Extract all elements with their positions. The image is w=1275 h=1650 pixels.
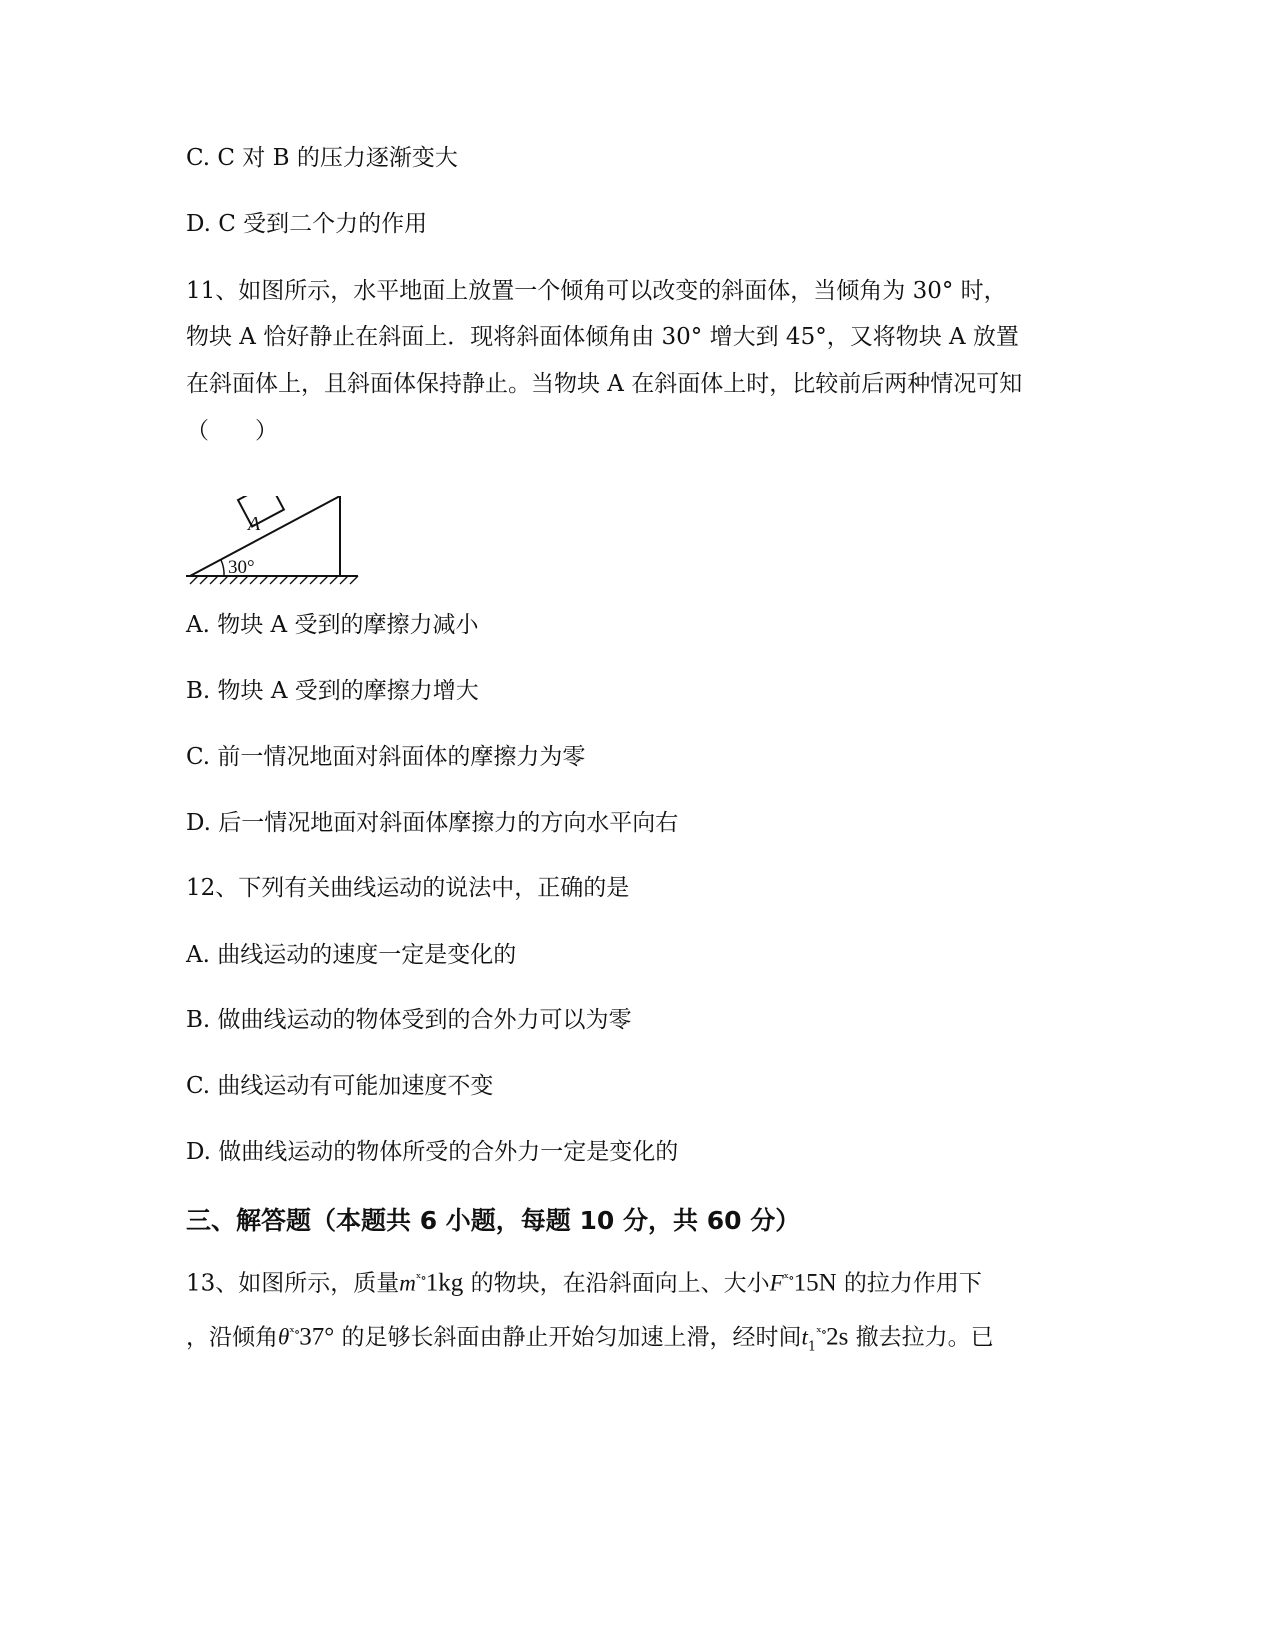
q13-stem-line2 <box>186 1318 994 1362</box>
force-symbol: F <box>769 1270 784 1296</box>
q11-option-b: B. 物块 A 受到的摩擦力增大 <box>186 678 479 704</box>
section-heading: 三、解答题（本题共 6 小题，每题 10 分，共 60 分） <box>186 1206 801 1235</box>
ground-hatching <box>190 576 358 584</box>
q12-option-c: C. 曲线运动有可能加速度不变 <box>186 1073 494 1099</box>
q13-text: 的足够长斜面由静止开始匀加速上滑，经时间 <box>334 1324 802 1351</box>
q10-option-d: D. C 受到二个力的作用 <box>186 211 428 237</box>
equals-mark: ˣ∘ <box>415 1271 426 1286</box>
equals-mark: ˣ∘ <box>289 1325 300 1340</box>
mass-value: 1kg <box>425 1269 464 1297</box>
mass-symbol: m <box>399 1270 416 1296</box>
q13-stem-line1 <box>186 1264 982 1299</box>
equals-mark: ˣ∘ <box>816 1325 827 1340</box>
angle-arc <box>221 560 224 576</box>
angle-label: 30° <box>228 557 255 578</box>
incline-figure <box>186 496 386 606</box>
block-a <box>238 496 284 526</box>
time-value: 2s <box>826 1323 849 1351</box>
q12-option-d: D. 做曲线运动的物体所受的合外力一定是变化的 <box>186 1139 679 1165</box>
block-a-label: A <box>248 513 261 535</box>
q13-text: 撤去拉力。已 <box>848 1324 994 1351</box>
q13-text: 13、如图所示，质量 <box>186 1270 400 1297</box>
q13-text: 的拉力作用下 <box>836 1270 982 1297</box>
q13-text: ，沿倾角 <box>186 1324 278 1351</box>
angle-value: 37° <box>299 1323 335 1351</box>
equals-mark: ˣ∘ <box>783 1271 794 1286</box>
q11-answer-blank: （ ） <box>186 418 278 444</box>
time-subscript: 1 <box>807 1339 817 1355</box>
incline-diagram <box>186 496 386 606</box>
q11-option-d: D. 后一情况地面对斜面体摩擦力的方向水平向右 <box>186 810 679 836</box>
q11-option-c: C. 前一情况地面对斜面体的摩擦力为零 <box>186 744 586 770</box>
q12-stem: 12、下列有关曲线运动的说法中，正确的是 <box>186 875 630 901</box>
q11-stem-line2: 物块 A 恰好静止在斜面上．现将斜面体倾角由 30° 增大到 45°，又将物块 A 放置 <box>186 324 1019 350</box>
force-value: 15N <box>793 1269 837 1297</box>
q11-option-a: A. 物块 A 受到的摩擦力减小 <box>186 612 479 638</box>
q12-option-b: B. 做曲线运动的物体受到的合外力可以为零 <box>186 1007 632 1033</box>
q13-text: 的物块，在沿斜面向上、大小 <box>463 1270 770 1297</box>
q11-stem-line1: 11、如图所示，水平地面上放置一个倾角可以改变的斜面体，当倾角为 30° 时， <box>186 278 1007 304</box>
q11-stem-line3: 在斜面体上，且斜面体保持静止。当物块 A 在斜面体上时，比较前后两种情况可知 <box>186 371 1023 397</box>
time-symbol: t <box>801 1324 808 1350</box>
theta-symbol: θ <box>278 1324 290 1350</box>
q10-option-c: C. C 对 B 的压力逐渐变大 <box>186 145 458 171</box>
q12-option-a: A. 曲线运动的速度一定是变化的 <box>186 942 517 968</box>
